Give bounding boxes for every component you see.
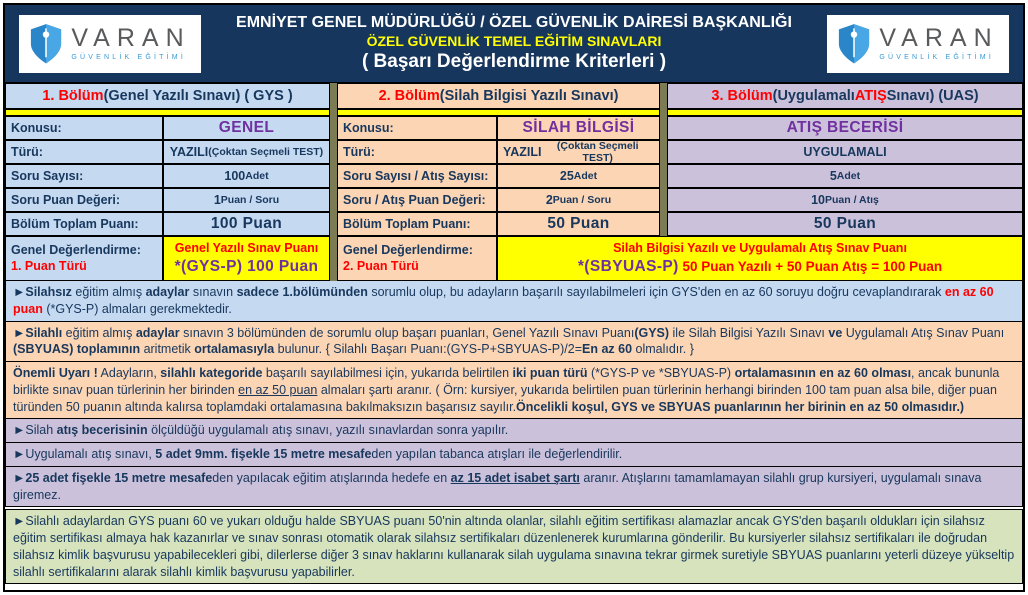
col1-turu-label: Türü: bbox=[5, 140, 163, 164]
yellow-divider bbox=[337, 109, 660, 116]
col1-toplam-label: Bölüm Toplam Puanı: bbox=[5, 212, 163, 236]
section3-header: 3. Bölüm (Uygulamalı ATIŞ Sınavı) (UAS) bbox=[667, 83, 1023, 109]
col1-degerlendirme-label bbox=[5, 236, 163, 281]
brand-text bbox=[879, 26, 998, 61]
degerlendirme-label-line1: Genel Değerlendirme: bbox=[11, 242, 141, 257]
col2-degerlendirme-label bbox=[337, 236, 497, 281]
col1-puan-degeri-value: 1 Puan / Soru bbox=[163, 188, 330, 212]
note-shooting-exam-format: ►Uygulamalı atış sınavı, 5 adet 9mm. fişekle 15 metre mesafeden yapılan tabanca atışları ile değerlendirilir. bbox=[5, 442, 1023, 467]
yellow-divider bbox=[5, 109, 330, 116]
gys-puani-cell bbox=[163, 236, 330, 281]
col3-toplam-value: 50 Puan bbox=[667, 212, 1023, 236]
note-training-shots-requirement: ►25 adet fişekle 15 metre mesafeden yapılacak eğitim atışlarında hedefe en az 15 adet isabet şartı aranır. Atışlarını tamamlamayan silahlı grup kursiyeri, uygulamalı sınava giremez. bbox=[5, 466, 1023, 508]
col1-soru-sayisi-value: 100 Adet bbox=[163, 164, 330, 188]
col1-toplam-value: 100 Puan bbox=[163, 212, 330, 236]
col2-toplam-label: Bölüm Toplam Puanı: bbox=[337, 212, 497, 236]
gys-puani-title: Genel Yazılı Sınav Puanı bbox=[174, 241, 319, 255]
col3-puan-degeri-value: 10 Puan / Atış bbox=[667, 188, 1023, 212]
title-line2: ÖZEL GÜVENLİK TEMEL EĞİTİM SINAVLARI bbox=[366, 32, 662, 49]
brand-tagline: GÜVENLİK EĞİTİMİ bbox=[71, 54, 186, 61]
document bbox=[3, 3, 1025, 592]
col1-konusu-value: GENEL bbox=[163, 116, 330, 140]
section1-header: 1. Bölüm (Genel Yazılı Sınavı) ( GYS ) bbox=[5, 83, 330, 109]
section2-header: 2. Bölüm (Silah Bilgisi Yazılı Sınavı) bbox=[337, 83, 660, 109]
shield-pen-icon bbox=[29, 23, 63, 65]
col1-soru-sayisi-label: Soru Sayısı: bbox=[5, 164, 163, 188]
col2-konusu-value: SİLAH BİLGİSİ bbox=[497, 116, 660, 140]
brand-text bbox=[71, 26, 190, 61]
brand-name: VARAN bbox=[71, 24, 191, 52]
note-shooting-exam-order: ►Silah atış becerisinin ölçüldüğü uygulamalı atış sınavı, yazılı sınavlardan sonra yapılır. bbox=[5, 418, 1023, 443]
sbyuas-puani-title: Silah Bilgisi Yazılı ve Uygulamalı Atış Sınav Puanı bbox=[613, 241, 907, 255]
col3-soru-sayisi-value: 5 Adet bbox=[667, 164, 1023, 188]
col2-soru-sayisi-value: 25 Adet bbox=[497, 164, 660, 188]
col2-puan-degeri-label: Soru / Atış Puan Değeri: bbox=[337, 188, 497, 212]
gys-puani-value: *(GYS-P) 100 Puan bbox=[174, 257, 319, 275]
note-important-warning: Önemli Uyarı ! Adayların, silahlı kategoride başarılı sayılabilmesi için, yukarıda belirtilen iki puan türü (*GYS-P ve *SBYUAS-P) ortalamasının en az 60 olması, ancak bununla birlikte sınav puan türlerinin her birinden en az 50 puan almaları şartı aranır. ( Örn: kursiyer, yukarıda belirtilen puan türlerinin herhangi birinden 100 tam puan alsa bile, diğer puan türünden 50 puanın altında kalırsa toplamdaki ortalamasına bakılmaksızın başarısız sayılır.Öncelikli koşul, GYS ve SBYUAS puanlarının her birinin en az 50 olmasıdır.) bbox=[5, 361, 1023, 419]
brand-name: VARAN bbox=[879, 24, 999, 52]
yellow-divider bbox=[667, 109, 1023, 116]
col2-soru-sayisi-label: Soru Sayısı / Atış Sayısı: bbox=[337, 164, 497, 188]
col3-turu-value: UYGULAMALI bbox=[667, 140, 1023, 164]
shield-pen-icon bbox=[837, 23, 871, 65]
header-titles bbox=[201, 13, 827, 74]
title-line3: ( Başarı Değerlendirme Kriterleri ) bbox=[361, 51, 667, 73]
col2-turu-value: YAZILI (Çoktan Seçmeli TEST) bbox=[497, 140, 660, 164]
sbyuas-puani-cell bbox=[497, 236, 1023, 281]
criteria-table bbox=[5, 83, 1023, 281]
col2-turu-label: Türü: bbox=[337, 140, 497, 164]
sbyuas-puani-value: *(SBYUAS-P) 50 Puan Yazılı + 50 Puan Atış = 100 Puan bbox=[577, 257, 943, 275]
puan-turu-2: 2. Puan Türü bbox=[343, 258, 419, 273]
col2-konusu-label: Konusu: bbox=[337, 116, 497, 140]
col1-turu-value: YAZILI (Çoktan Seçmeli TEST) bbox=[163, 140, 330, 164]
col1-puan-degeri-label: Soru Puan Değeri: bbox=[5, 188, 163, 212]
col3-konusu-value: ATIŞ BECERİSİ bbox=[667, 116, 1023, 140]
col2-puan-degeri-value: 2 Puan / Soru bbox=[497, 188, 660, 212]
title-line1: EMNİYET GENEL MÜDÜRLÜĞÜ / ÖZEL GÜVENLİK DAİRESİ BAŞKANLIĞI bbox=[236, 13, 792, 31]
note-armed-candidates-average: ►Silahlı eğitim almış adaylar sınavın 3 bölümünden de sorumlu olup başarı puanları, Genel Yazılı Sınavı Puanı(GYS) ile Silah Bilgisi Yazılı Sınavı ve Uygulamalı Atış Sınav Puanı (SBYUAS) toplamının aritmetik ortalamasıyla bulunur. { Silahlı Başarı Puanı:(GYS-P+SBYUAS-P)/2=En az 60 olmalıdır. } bbox=[5, 321, 1023, 363]
col2-toplam-value: 50 Puan bbox=[497, 212, 660, 236]
col1-konusu-label: Konusu: bbox=[5, 116, 163, 140]
note-unarmed-candidates: ►Silahsız eğitim almış adaylar sınavın sadece 1.bölümünden sorumlu olup, bu adayların başarılı sayılabilmeleri için GYS'den en az 60 soruyu doğru cevaplandırarak en az 60 puan (*GYS-P) almaları gerekmektedir. bbox=[5, 280, 1023, 322]
column-separator bbox=[330, 83, 337, 281]
varan-logo-right bbox=[827, 15, 1009, 73]
brand-tagline: GÜVENLİK EĞİTİMİ bbox=[879, 54, 994, 61]
note-certificate-fallback: ►Silahlı adaylardan GYS puanı 60 ve yukarı olduğu halde SBYUAS puanı 50'nin altında olanlar, silahlı eğitim sertifikası alamazlar ancak GYS'den başarılı oldukları için silahsız eğitim sertifikası almaya hak kazanırlar ve sınav sonrası otomatik olarak silahsız sertifikaları düzenlenerek kurumlarına gönderilir. Bu kursiyerler silahsız sertifikaları ile doğrudan silahsız kimlik başvurusu yapabilecekleri gibi, dilerlerse diğer 3 sınav haklarını kullanarak silah uygulama sınavına tekrar girmek suretiyle SBYUAS puanlarını yeterli düzeye yükseltip silahlı sertifikalarını alarak silahlı kimlik başvurusu yapabilirler. bbox=[5, 509, 1023, 584]
varan-logo-left bbox=[19, 15, 201, 73]
degerlendirme-label-line1: Genel Değerlendirme: bbox=[343, 242, 473, 257]
puan-turu-1: 1. Puan Türü bbox=[11, 258, 87, 273]
header-banner bbox=[5, 5, 1023, 83]
